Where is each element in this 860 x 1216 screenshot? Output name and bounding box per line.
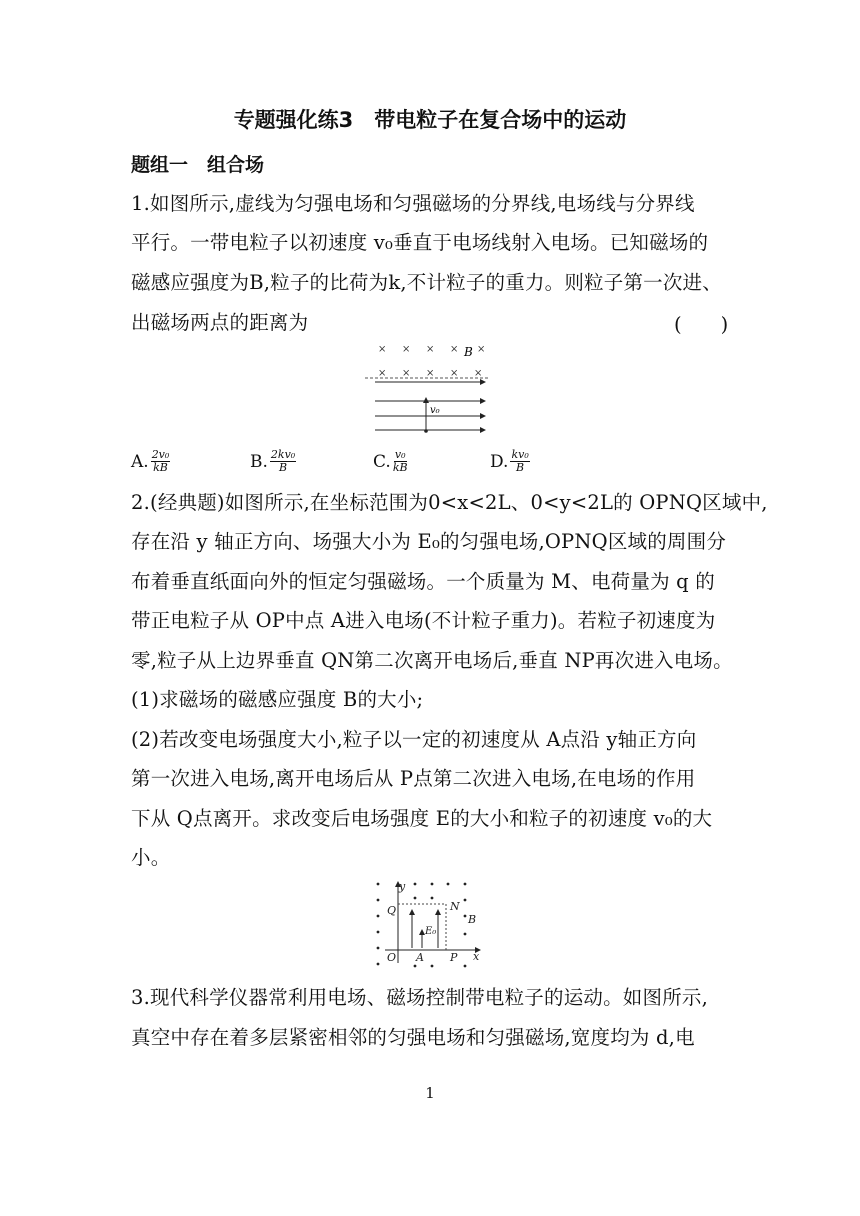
label-P: P <box>450 951 458 964</box>
label-B: B <box>464 345 473 359</box>
q1-line: 出磁场两点的距离为 <box>131 311 309 334</box>
label-x: x <box>473 950 480 963</box>
label-B: B <box>468 913 477 926</box>
q1-line: 平行。一带电粒子以初速度 v₀垂直于电场线射入电场。已知磁场的 <box>131 231 709 254</box>
label-A: A <box>416 951 424 964</box>
svg-text:×: × <box>450 344 459 355</box>
q2-line: 下从 Q点离开。求改变后电场强度 E的大小和粒子的初速度 v₀的大 <box>131 807 713 830</box>
choice-b: B. $\frac{\text{2kv₀}}{B}$ <box>250 448 296 474</box>
label-Q: Q <box>387 904 397 917</box>
q2-line: 小。 <box>131 846 171 869</box>
q1-line: 1.如图所示,虚线为匀强电场和匀强磁场的分界线,电场线与分界线 <box>131 192 695 215</box>
q2-line: 2.(经典题)如图所示,在坐标范围为0<x<2L、0<y<2L的 OPNQ区域中, <box>131 491 768 514</box>
particle <box>424 429 428 433</box>
label-E0: E₀ <box>425 926 437 937</box>
answer-paren: ( ) <box>674 313 729 336</box>
q2-line: 带正电粒子从 OP中点 A进入电场(不计粒子重力)。若粒子初速度为 <box>131 609 716 632</box>
group-heading: 题组一 组合场 <box>131 154 265 176</box>
page-number: 1 <box>425 1084 435 1102</box>
q2-line: (2)若改变电场强度大小,粒子以一定的初速度从 A点沿 y轴正方向 <box>131 728 697 751</box>
q3-line: 3.现代科学仪器常利用电场、磁场控制带电粒子的运动。如图所示, <box>131 986 709 1009</box>
q2-line: 存在沿 y 轴正方向、场强大小为 E₀的匀强电场,OPNQ区域的周围分 <box>131 530 727 553</box>
svg-text:×: × <box>450 368 459 379</box>
q1-figure <box>360 338 500 438</box>
svg-text:×: × <box>402 368 411 379</box>
svg-text:×: × <box>378 368 387 379</box>
q2-line: 零,粒子从上边界垂直 QN第二次离开电场后,垂直 NP再次进入电场。 <box>131 649 733 672</box>
choice-d: D. $\frac{\text{kv₀}}{B}$ <box>490 448 529 474</box>
svg-text:×: × <box>426 368 435 379</box>
svg-text:×: × <box>426 344 435 355</box>
page-title: 专题强化练3 带电粒子在复合场中的运动 <box>233 108 627 132</box>
svg-text:×: × <box>402 344 411 355</box>
choice-a: A. $\frac{\text{2v₀}}{kB}$ <box>131 448 170 474</box>
q2-figure <box>370 878 490 970</box>
label-v0: v₀ <box>430 405 440 416</box>
q2-line: (1)求磁场的磁感应强度 B的大小; <box>131 688 424 711</box>
label-N: N <box>450 900 460 913</box>
q3-line: 真空中存在着多层紧密相邻的匀强电场和匀强磁场,宽度均为 d,电 <box>131 1026 695 1049</box>
label-y: y <box>399 880 406 893</box>
q2-line: 布着垂直纸面向外的恒定匀强磁场。一个质量为 M、电荷量为 q 的 <box>131 570 715 593</box>
q2-line: 第一次进入电场,离开电场后从 P点第二次进入电场,在电场的作用 <box>131 767 696 790</box>
svg-text:×: × <box>477 344 486 355</box>
q1-line: 磁感应强度为B,粒子的比荷为k,不计粒子的重力。则粒子第一次进、 <box>131 271 722 294</box>
svg-text:×: × <box>474 368 483 379</box>
choice-c: C. $\frac{\text{v₀}}{kB}$ <box>373 448 408 474</box>
label-O: O <box>387 951 397 964</box>
svg-text:×: × <box>378 344 387 355</box>
